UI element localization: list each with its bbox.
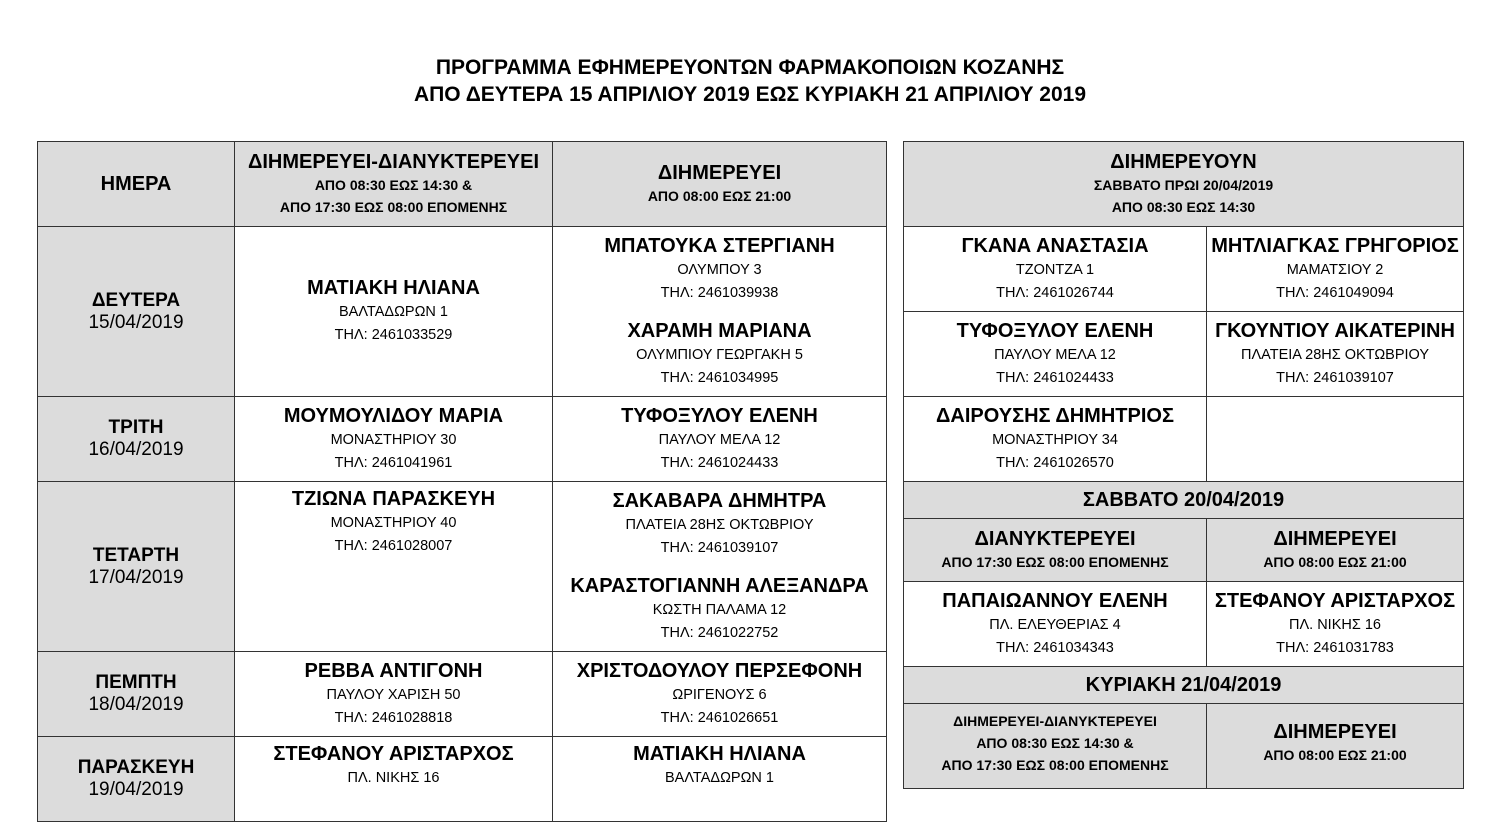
- pharmacy-cell: [904, 582, 1207, 667]
- day-duty-cell: [553, 737, 887, 822]
- night-duty-cell: [235, 227, 553, 397]
- pharmacy-cell: [1207, 227, 1464, 312]
- pharmacy-address: ΠΛ. ΝΙΚΗΣ 16: [347, 770, 440, 786]
- sunday-night-header-cell: [904, 704, 1207, 789]
- table-header-row: [904, 704, 1464, 789]
- pharmacist-name: ΜΠΑΤΟΥΚΑ ΣΤΕΡΓΙΑΝΗ: [604, 234, 835, 257]
- pharmacy-phone: ΤΗΛ: 2461026651: [660, 709, 779, 726]
- pharmacist-name: ΣΑΚΑΒΑΡΑ ΔΗΜΗΤΡΑ: [612, 489, 827, 512]
- pharmacy-address: ΩΡΙΓΕΝΟΥΣ 6: [672, 686, 767, 703]
- pharmacy-address: ΠΛΑΤΕΙΑ 28ΗΣ ΟΚΤΩΒΡΙΟΥ: [1240, 346, 1430, 363]
- night-duty-cell: [235, 397, 553, 482]
- day-duty-header-cell: [553, 142, 887, 227]
- pharmacy-address: ΠΛΑΤΕΙΑ 28ΗΣ ΟΚΤΩΒΡΙΟΥ: [625, 516, 814, 533]
- pharmacist-name: ΤΖΙΩΝΑ ΠΑΡΑΣΚΕΥΗ: [291, 488, 496, 510]
- night-duty-header-hours-2: ΑΠΟ 17:30 ΕΩΣ 08:00 ΕΠΟΜΕΝΗΣ: [279, 199, 508, 215]
- table-header-row: [38, 142, 887, 227]
- weekend-schedule-table: [903, 141, 1464, 789]
- day-date: 17/04/2019: [88, 566, 184, 588]
- table-row: [904, 227, 1464, 312]
- pharmacy-phone: ΤΗΛ: 2461041961: [334, 454, 453, 471]
- pharmacist-name: ΣΤΕΦΑΝΟΥ ΑΡΙΣΤΑΡΧΟΣ: [1214, 589, 1456, 612]
- pharmacy-address: ΚΩΣΤΗ ΠΑΛΑΜΑ 12: [652, 601, 787, 618]
- sunday-day-header-cell: [1207, 704, 1464, 789]
- pharmacist-name: ΧΑΡΑΜΗ ΜΑΡΙΑΝΑ: [627, 319, 812, 342]
- sunday-section-title: ΚΥΡΙΑΚΗ 21/04/2019: [1085, 673, 1282, 696]
- pharmacist-name: ΡΕΒΒΑ ΑΝΤΙΓΟΝΗ: [304, 659, 483, 682]
- pharmacy-phone: ΤΗΛ: 2461034995: [660, 369, 779, 386]
- pharmacy-phone: ΤΗΛ: 2461024433: [660, 454, 779, 471]
- pharmacy-phone: ΤΗΛ: 2461024433: [996, 369, 1114, 386]
- table-row: [38, 227, 887, 397]
- pharmacy-phone: ΤΗΛ: 2461034343: [996, 639, 1114, 656]
- section-header-row: [904, 667, 1464, 704]
- day-duty-cell: [553, 652, 887, 737]
- day-duty-cell: [553, 482, 887, 652]
- table-row: [38, 652, 887, 737]
- sunday-day-header-title: ΔΙΗΜΕΡΕΥΕΙ: [1273, 721, 1397, 743]
- pharmacy-phone: ΤΗΛ: 2461028007: [334, 538, 453, 554]
- night-duty-cell: [235, 652, 553, 737]
- day-name: ΠΕΜΠΤΗ: [95, 672, 177, 693]
- day-date: 15/04/2019: [88, 311, 184, 333]
- day-cell: [38, 482, 235, 652]
- day-name: ΔΕΥΤΕΡΑ: [91, 289, 181, 311]
- sunday-day-header-hours: ΑΠΟ 08:00 ΕΩΣ 21:00: [1263, 747, 1407, 763]
- day-duty-header-title: ΔΙΗΜΕΡΕΥΕΙ: [657, 162, 782, 184]
- pharmacy-address: ΒΑΛΤΑΔΩΡΩΝ 1: [338, 304, 448, 320]
- pharmacy-address: ΠΛ. ΕΛΕΥΘΕΡΙΑΣ 4: [989, 616, 1121, 633]
- day-date: 16/04/2019: [88, 439, 184, 460]
- pharmacist-name: ΜΑΤΙΑΚΗ ΗΛΙΑΝΑ: [307, 277, 480, 299]
- table-header-row: [904, 142, 1464, 227]
- pharmacy-cell: [904, 312, 1207, 397]
- day-duty-cell: [553, 397, 887, 482]
- pharmacy-address: ΟΛΥΜΠΟΥ 3: [677, 261, 762, 278]
- pharmacy-address: ΠΑΥΛΟΥ ΧΑΡΙΣΗ 50: [326, 686, 461, 703]
- sunday-section-header: [904, 667, 1464, 704]
- pharmacist-name: ΚΑΡΑΣΤΟΓΙΑΝΝΗ ΑΛΕΞΑΝΔΡΑ: [570, 574, 869, 597]
- night-duty-header-title: ΔΙΗΜΕΡΕΥΕΙ-ΔΙΑΝΥΚΤΕΡΕΥΕΙ: [247, 151, 540, 173]
- pharmacy-phone: ΤΗΛ: 2461028818: [334, 709, 453, 726]
- empty-cell: [1207, 397, 1464, 482]
- pharmacy-address: ΠΑΥΛΟΥ ΜΕΛΑ 12: [994, 346, 1116, 363]
- pharmacist-name: ΜΟΥΜΟΥΛΙΔΟΥ ΜΑΡΙΑ: [283, 404, 504, 427]
- pharmacy-address: ΠΛ. ΝΙΚΗΣ 16: [1289, 616, 1381, 633]
- pharmacist-name: ΔΑΙΡΟΥΣΗΣ ΔΗΜΗΤΡΙΟΣ: [936, 404, 1174, 427]
- sunday-night-header-title: ΔΙΗΜΕΡΕΥΕΙ-ΔΙΑΝΥΚΤΕΡΕΥΕΙ: [953, 713, 1157, 729]
- pharmacy-cell: [904, 227, 1207, 312]
- saturday-night-header-cell: [904, 519, 1207, 582]
- pharmacy-address: ΤΖΟΝΤΖΑ 1: [1015, 261, 1095, 278]
- pharmacy-cell: [1207, 582, 1464, 667]
- table-row: [38, 482, 887, 652]
- day-name: ΤΕΤΑΡΤΗ: [92, 544, 180, 566]
- table-row: [38, 397, 887, 482]
- pharmacist-name: ΤΥΦΟΞΥΛΟΥ ΕΛΕΝΗ: [956, 319, 1154, 342]
- saturday-morning-header-date: ΣΑΒΒΑΤΟ ΠΡΩΙ 20/04/2019: [1093, 177, 1274, 193]
- day-header-cell: [38, 142, 235, 227]
- table-header-row: [904, 519, 1464, 582]
- sunday-night-header-hours-1: ΑΠΟ 08:30 ΕΩΣ 14:30 &: [976, 735, 1134, 751]
- pharmacy-phone: ΤΗΛ: 2461031783: [1276, 639, 1394, 656]
- saturday-morning-header-title: ΔΙΗΜΕΡΕΥΟΥΝ: [1110, 151, 1257, 173]
- pharmacy-address: ΜΟΝΑΣΤΗΡΙΟΥ 40: [330, 515, 457, 531]
- saturday-day-header-cell: [1207, 519, 1464, 582]
- day-duty-cell: [553, 227, 887, 397]
- section-header-row: [904, 482, 1464, 519]
- table-row: [904, 312, 1464, 397]
- day-name: ΠΑΡΑΣΚΕΥΗ: [77, 757, 195, 778]
- document-title: ΠΡΟΓΡΑΜΜΑ ΕΦΗΜΕΡΕΥΟΝΤΩΝ ΦΑΡΜΑΚΟΠΟΙΩΝ ΚΟΖΑΝΗΣ: [435, 56, 1065, 79]
- day-cell: [38, 652, 235, 737]
- pharmacist-name: ΜΑΤΙΑΚΗ ΗΛΙΑΝΑ: [633, 743, 806, 765]
- pharmacy-phone: ΤΗΛ: 2461039938: [660, 284, 779, 301]
- pharmacy-address: ΜΟΝΑΣΤΗΡΙΟΥ 30: [330, 431, 457, 448]
- weekday-schedule-table: [37, 141, 887, 822]
- pharmacist-name: ΓΚΟΥΝΤΙΟΥ ΑΙΚΑΤΕΡΙΝΗ: [1215, 319, 1455, 342]
- day-duty-header-hours: ΑΠΟ 08:00 ΕΩΣ 21:00: [647, 188, 792, 204]
- pharmacy-phone: ΤΗΛ: 2461022752: [660, 624, 779, 641]
- pharmacy-address: ΜΟΝΑΣΤΗΡΙΟΥ 34: [992, 431, 1118, 448]
- pharmacist-name: ΜΗΤΛΙΑΓΚΑΣ ΓΡΗΓΟΡΙΟΣ: [1211, 234, 1459, 257]
- night-duty-header-hours-1: ΑΠΟ 08:30 ΕΩΣ 14:30 &: [314, 177, 473, 193]
- saturday-day-header-hours: ΑΠΟ 08:00 ΕΩΣ 21:00: [1263, 554, 1407, 570]
- table-row: [904, 582, 1464, 667]
- pharmacist-name: ΠΑΠΑΙΩΑΝΝΟΥ ΕΛΕΝΗ: [942, 589, 1168, 612]
- pharmacist-name: ΧΡΙΣΤΟΔΟΥΛΟΥ ΠΕΡΣΕΦΟΝΗ: [576, 659, 863, 682]
- pharmacist-name: ΤΥΦΟΞΥΛΟΥ ΕΛΕΝΗ: [621, 404, 818, 427]
- pharmacy-cell: [904, 397, 1207, 482]
- pharmacy-phone: ΤΗΛ: 2461026570: [996, 454, 1114, 471]
- day-date: 19/04/2019: [88, 779, 184, 800]
- day-cell: [38, 737, 235, 822]
- day-date: 18/04/2019: [88, 694, 184, 715]
- pharmacy-phone: ΤΗΛ: 2461033529: [334, 327, 453, 343]
- saturday-morning-header-hours: ΑΠΟ 08:30 ΕΩΣ 14:30: [1111, 199, 1256, 215]
- saturday-night-header-title: ΔΙΑΝΥΚΤΕΡΕΥΕΙ: [974, 528, 1136, 550]
- saturday-morning-header-cell: [904, 142, 1464, 227]
- pharmacy-phone: ΤΗΛ: 2461039107: [1276, 369, 1394, 386]
- night-duty-header-cell: [235, 142, 553, 227]
- day-name: ΤΡΙΤΗ: [108, 417, 164, 438]
- pharmacist-name: ΓΚΑΝΑ ΑΝΑΣΤΑΣΙΑ: [961, 234, 1149, 257]
- table-row: [38, 737, 887, 822]
- day-cell: [38, 227, 235, 397]
- pharmacy-phone: ΤΗΛ: 2461039107: [660, 539, 779, 556]
- pharmacy-cell: [1207, 312, 1464, 397]
- pharmacy-phone: ΤΗΛ: 2461026744: [996, 284, 1114, 301]
- pharmacy-address: ΜΑΜΑΤΣΙΟΥ 2: [1286, 261, 1384, 278]
- pharmacy-address: ΒΑΛΤΑΔΩΡΩΝ 1: [664, 770, 774, 786]
- pharmacist-name: ΣΤΕΦΑΝΟΥ ΑΡΙΣΤΑΡΧΟΣ: [273, 743, 514, 765]
- saturday-section-title: ΣΑΒΒΑΤΟ 20/04/2019: [1082, 488, 1285, 511]
- saturday-day-header-title: ΔΙΗΜΕΡΕΥΕΙ: [1273, 528, 1397, 550]
- day-cell: [38, 397, 235, 482]
- pharmacy-address: ΠΑΥΛΟΥ ΜΕΛΑ 12: [658, 431, 781, 448]
- night-duty-cell: [235, 737, 553, 822]
- table-row: [904, 397, 1464, 482]
- document-subtitle: ΑΠΟ ΔΕΥΤΕΡΑ 15 ΑΠΡΙΛΙΟΥ 2019 ΕΩΣ ΚΥΡΙΑΚΗ 21 ΑΠΡΙΛΙΟΥ 2019: [413, 83, 1087, 106]
- pharmacy-address: ΟΛΥΜΠΙΟΥ ΓΕΩΡΓΑΚΗ 5: [636, 346, 803, 363]
- sunday-night-header-hours-2: ΑΠΟ 17:30 ΕΩΣ 08:00 ΕΠΟΜΕΝΗΣ: [941, 757, 1169, 773]
- night-duty-cell: [235, 482, 553, 652]
- day-header: ΗΜΕΡΑ: [100, 173, 172, 195]
- saturday-night-header-hours: ΑΠΟ 17:30 ΕΩΣ 08:00 ΕΠΟΜΕΝΗΣ: [941, 554, 1169, 570]
- pharmacy-phone: ΤΗΛ: 2461049094: [1276, 284, 1394, 301]
- saturday-section-header: [904, 482, 1464, 519]
